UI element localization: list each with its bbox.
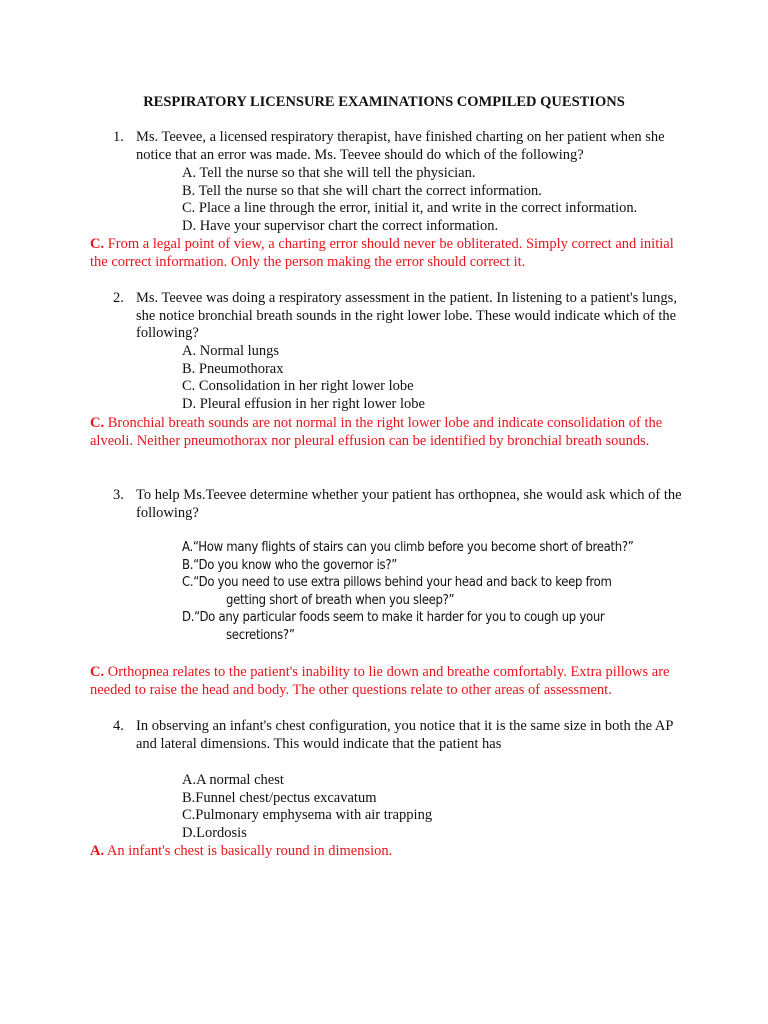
option-c: C.“Do you need to use extra pillows behind your head and back to keep from [182,575,612,591]
question-1 [113,129,683,164]
option-c: C. Place a line through the error, initial it, and write in the correct information. [182,200,638,217]
question-3 [113,487,683,522]
option-b: B. Pneumothorax [182,360,284,377]
option-c: C.Pulmonary emphysema with air trapping [182,807,433,824]
answer-explanation: An infant's chest is basically round in dimension. [104,843,393,859]
question-stem: To help Ms.Teevee determine whether your patient has orthopnea, she would ask which of the following? [136,487,682,521]
option-c: C. Consolidation in her right lower lobe [182,378,414,395]
option-a: A.A normal chest [182,772,284,788]
question-2-options [182,343,682,413]
option-d: D.Lordosis [182,824,247,841]
question-3-options [182,539,682,645]
answer-2 [90,415,686,450]
question-number: 3. [113,487,124,503]
option-d: D. Pleural effusion in her right lower lobe [182,395,425,412]
answer-letter: A. [90,843,105,859]
option-b: B. Tell the nurse so that she will chart the correct information. [182,182,542,199]
question-4-options [182,772,682,842]
question-1-options [182,165,682,235]
question-number: 4. [113,718,124,734]
answer-letter: C. [90,664,105,680]
answer-3 [90,664,686,699]
answer-explanation: From a legal point of view, a charting error should never be obliterated. Simply correct and initial the correct information. Only the person making the error should correct it. [90,236,674,270]
answer-explanation: Bronchial breath sounds are not normal in the right lower lobe and indicate consolidation of the alveoli. Neither pneumothorax nor pleural effusion can be identified by bronchial breath sounds. [90,415,663,449]
option-b: B.“Do you know who the governor is?” [182,557,398,573]
answer-explanation: Orthopnea relates to the patient's inability to lie down and breathe comfortably. Extra pillows are needed to raise the head and body. The other questions relate to other areas of assessment. [90,664,670,698]
option-a: A.“How many flights of stairs can you climb before you become short of breath?” [182,540,634,555]
answer-letter: C. [90,415,105,431]
answer-letter: C. [90,236,105,252]
option-d-continued: secretions?” [226,627,295,643]
question-stem: Ms. Teevee was doing a respiratory assessment in the patient. In listening to a patient's lungs, she notice bronchial breath sounds in the right lower lobe. These would indicate which of the following? [136,290,677,342]
answer-1 [90,236,686,271]
question-stem: Ms. Teevee, a licensed respiratory therapist, have finished charting on her patient when she notice that an error was made. Ms. Teevee should do which of the following? [136,129,665,163]
option-a: A. Tell the nurse so that she will tell the physician. [182,165,476,181]
option-b: B.Funnel chest/pectus excavatum [182,789,377,806]
option-d: D.“Do any particular foods seem to make it harder for you to cough up your [182,610,605,626]
option-d: D. Have your supervisor chart the correct information. [182,217,499,234]
option-a: A. Normal lungs [182,343,280,359]
option-c-continued: getting short of breath when you sleep?” [226,592,455,608]
answer-4 [90,843,686,861]
question-2 [113,290,683,343]
document-title: RESPIRATORY LICENSURE EXAMINATIONS COMPILED QUESTIONS [143,94,625,110]
question-stem: In observing an infant's chest configuration, you notice that it is the same size in both the AP and lateral dimensions. This would indicate that the patient has [136,718,673,752]
question-number: 2. [113,290,124,306]
question-number: 1. [113,129,124,145]
question-4 [113,718,683,753]
